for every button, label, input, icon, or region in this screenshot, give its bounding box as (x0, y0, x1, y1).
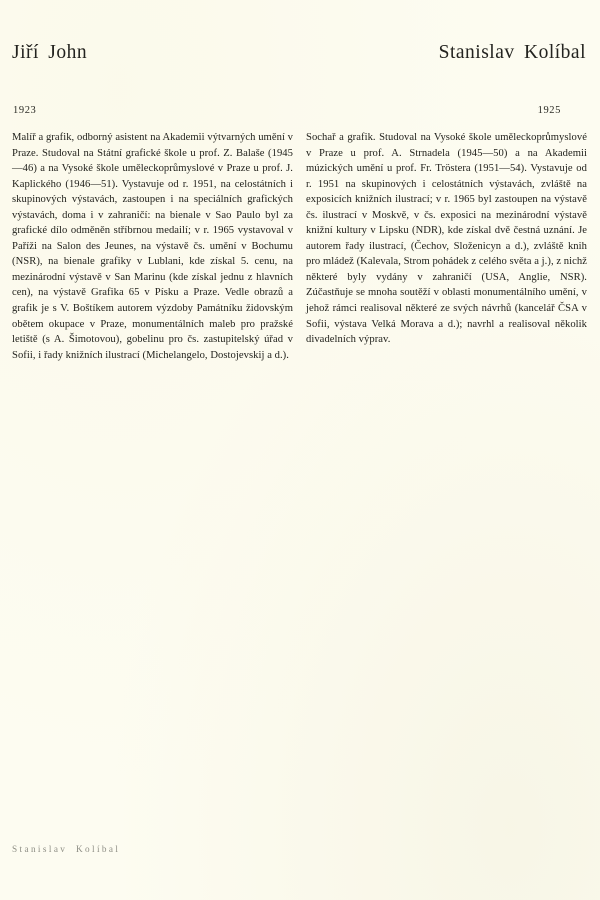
artist-name-left: Jiří John (12, 42, 88, 63)
biography-column-right (306, 130, 587, 363)
birth-year-left: 1923 (13, 105, 37, 116)
biography-column-left (12, 130, 293, 363)
biography-text-right: Sochař a grafik. Studoval na Vysoké škole uměleckoprůmyslové v Praze u prof. A. Strnadela (1945—50) a na Akademii múzických umění u prof. Fr. Tröstera (1951—54). Vystavuje od r. 1951 na skupinových i celostátních výstavách, zvláště na exposicích knižních ilustrací; v r. 1965 byl zastoupen na výstavě čs. ilustrací v Moskvě, v čs. exposici na mezinárodní výstavě knižní kultury v Lipsku (NDR), kde získal dvě čestná uznání. Je autorem řady ilustrací, (Čechov, Složenicyn a d.), zvláště knih pro mládež (Kalevala, Strom pohádek z celého světa a j.), z nichž některé byly vydány v zahraničí (USA, Anglie, NSR). Zúčastňuje se mnoha soutěží v oblasti monumentálního umění, v jehož rámci realisoval některé ze svých návrhů (kancelář ČSA v Sofii, výstava Velká Morava a d.); navrhl a realisoval několik divadelních výprav. (306, 132, 587, 346)
artist-headings-row (12, 40, 586, 74)
biography-columns (12, 130, 588, 363)
artist-name-right: Stanislav Kolíbal (438, 42, 586, 63)
running-footer: Stanislav Kolíbal (12, 844, 121, 854)
birth-years-row (12, 104, 586, 120)
biography-text-left: Malíř a grafik, odborný asistent na Akademii výtvarných umění v Praze. Studoval na Státní grafické škole u prof. Z. Balaše (1945—46) a na Vysoké škole uměleckoprůmyslové v Praze u prof. J. Kaplického (1946—51). Vystavuje od r. 1951, na celostátních i skupinových výstavách, zastoupen i na speciálních grafických výstavách, doma i v zahraničí: na bienale v Sao Paulo byl za grafické dílo odměněn stříbrnou medailí; v r. 1965 vystavoval v Paříži na Salon des Jeunes, na výstavě čs. umění v Bochumu (NSR), na bienale grafiky v Lublani, kde získal 5. cenu, na mezinárodní výstavě v San Marinu (kde získal jednu z hlavních cen), na výstavě Grafika 65 v Písku a Praze. Vedle obrazů a grafik je s V. Boštíkem autorem výzdoby Památníku židovským obětem okupace v Praze, monumentálních maleb pro pražské letiště (s A. Šimotovou), gobelinu pro čs. zastupitelský úřad v Sofii, i řady knižních ilustrací (Michelangelo, Dostojevskij a d.). (12, 132, 293, 361)
birth-year-right: 1925 (537, 105, 561, 116)
